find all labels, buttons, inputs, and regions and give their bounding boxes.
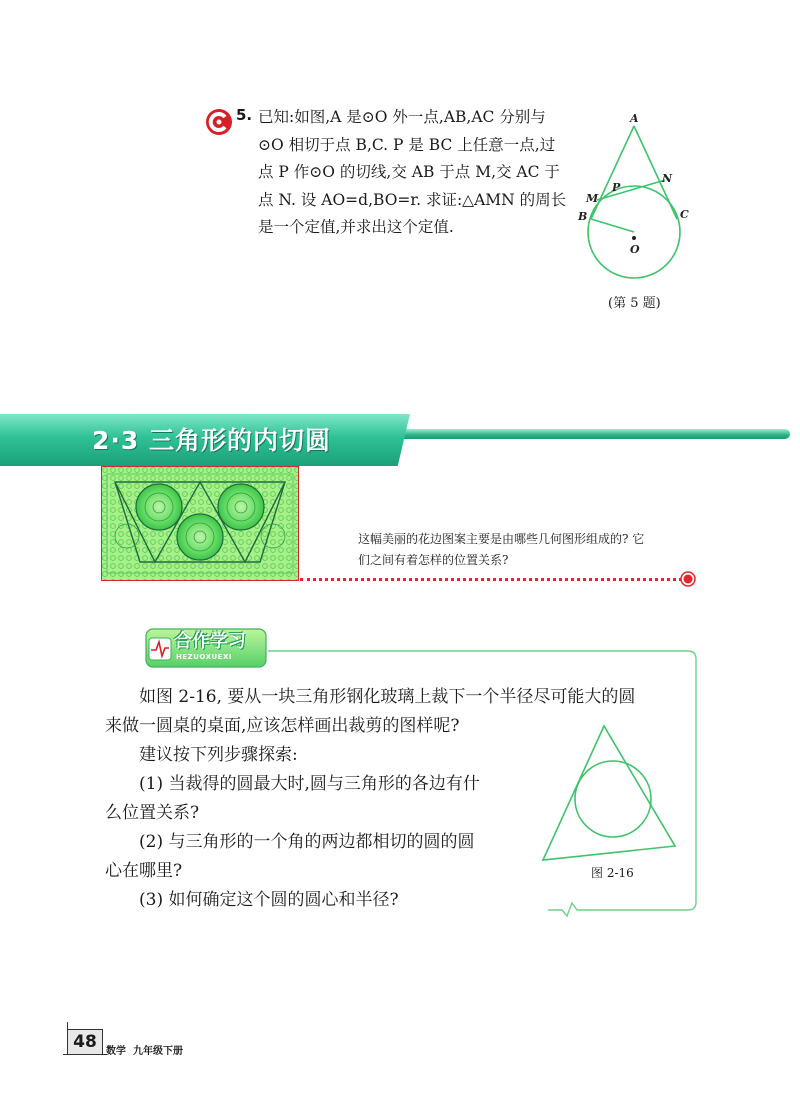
lace-pattern-image — [101, 466, 299, 581]
point-label-o: O — [630, 243, 640, 256]
coop-text — [105, 683, 636, 915]
coop-title: 合作学习 — [174, 631, 246, 652]
problem-line: 点 N. 设 AO=d,BO=r. 求证:△AMN 的周长 — [258, 190, 567, 209]
point-label-n: N — [662, 172, 673, 185]
radius-line — [591, 219, 634, 232]
intro-question-line: 这幅美丽的花边图案主要是由哪些几何图形组成的? 它 — [358, 532, 645, 546]
coop-line: 如图 2-16, 要从一块三角形钢化玻璃上裁下一个半径尽可能大的圆 — [105, 687, 636, 707]
incircle-triangle-figure — [540, 724, 680, 864]
footer-rule — [63, 1054, 107, 1055]
section-title: 2·3 三角形的内切圆 — [92, 426, 331, 455]
coop-line: (1) 当裁得的圆最大时,圆与三角形的各边有什 — [105, 774, 480, 794]
coop-line: (2) 与三角形的一个角的两边都相切的圆的圆 — [105, 832, 475, 852]
problem-line: 点 P 作⊙O 的切线,交 AB 于点 M,交 AC 于 — [258, 163, 560, 182]
section-banner-line — [400, 429, 790, 439]
coop-line: 心在哪里? — [105, 861, 183, 881]
tangent-line-ab — [591, 126, 634, 219]
book-title: 数学 九年级下册 — [106, 1046, 183, 1057]
exercise-badge-icon — [205, 108, 233, 136]
point-label-m: M — [586, 192, 599, 205]
point-label-c: C — [680, 208, 689, 221]
problem-line: 是一个定值,并求出这个定值. — [258, 218, 454, 237]
coop-line: 建议按下列步骤探索: — [105, 745, 298, 765]
coop-line: 么位置关系? — [105, 803, 200, 823]
problem-line: 已知:如图,A 是⊙O 外一点,AB,AC 分别与 — [258, 108, 546, 126]
problem-text — [258, 104, 567, 242]
intro-question — [358, 529, 680, 571]
bullet-dot-icon — [680, 571, 696, 587]
point-label-p: P — [612, 181, 621, 194]
figure-caption-216: 图 2-16 — [591, 866, 634, 880]
dotted-leader-line — [300, 578, 682, 581]
coop-pinyin: HEZUOXUEXI — [176, 653, 232, 661]
triangle — [543, 726, 675, 860]
intro-question-line: 们之间有着怎样的位置关系? — [358, 553, 509, 567]
point-label-a: A — [630, 112, 639, 125]
incircle — [575, 761, 651, 837]
figure-caption: (第 5 题) — [608, 296, 661, 311]
point-label-b: B — [578, 210, 588, 223]
problem-number: 5. — [236, 106, 253, 124]
page-number: 48 — [67, 1029, 103, 1055]
coop-line: 来做一圆桌的桌面,应该怎样画出裁剪的图样呢? — [105, 716, 460, 736]
coop-line: (3) 如何确定这个圆的圆心和半径? — [105, 890, 399, 910]
tangent-circle-figure — [574, 110, 704, 290]
problem-line: ⊙O 相切于点 B,C. P 是 BC 上任意一点,过 — [258, 135, 556, 154]
